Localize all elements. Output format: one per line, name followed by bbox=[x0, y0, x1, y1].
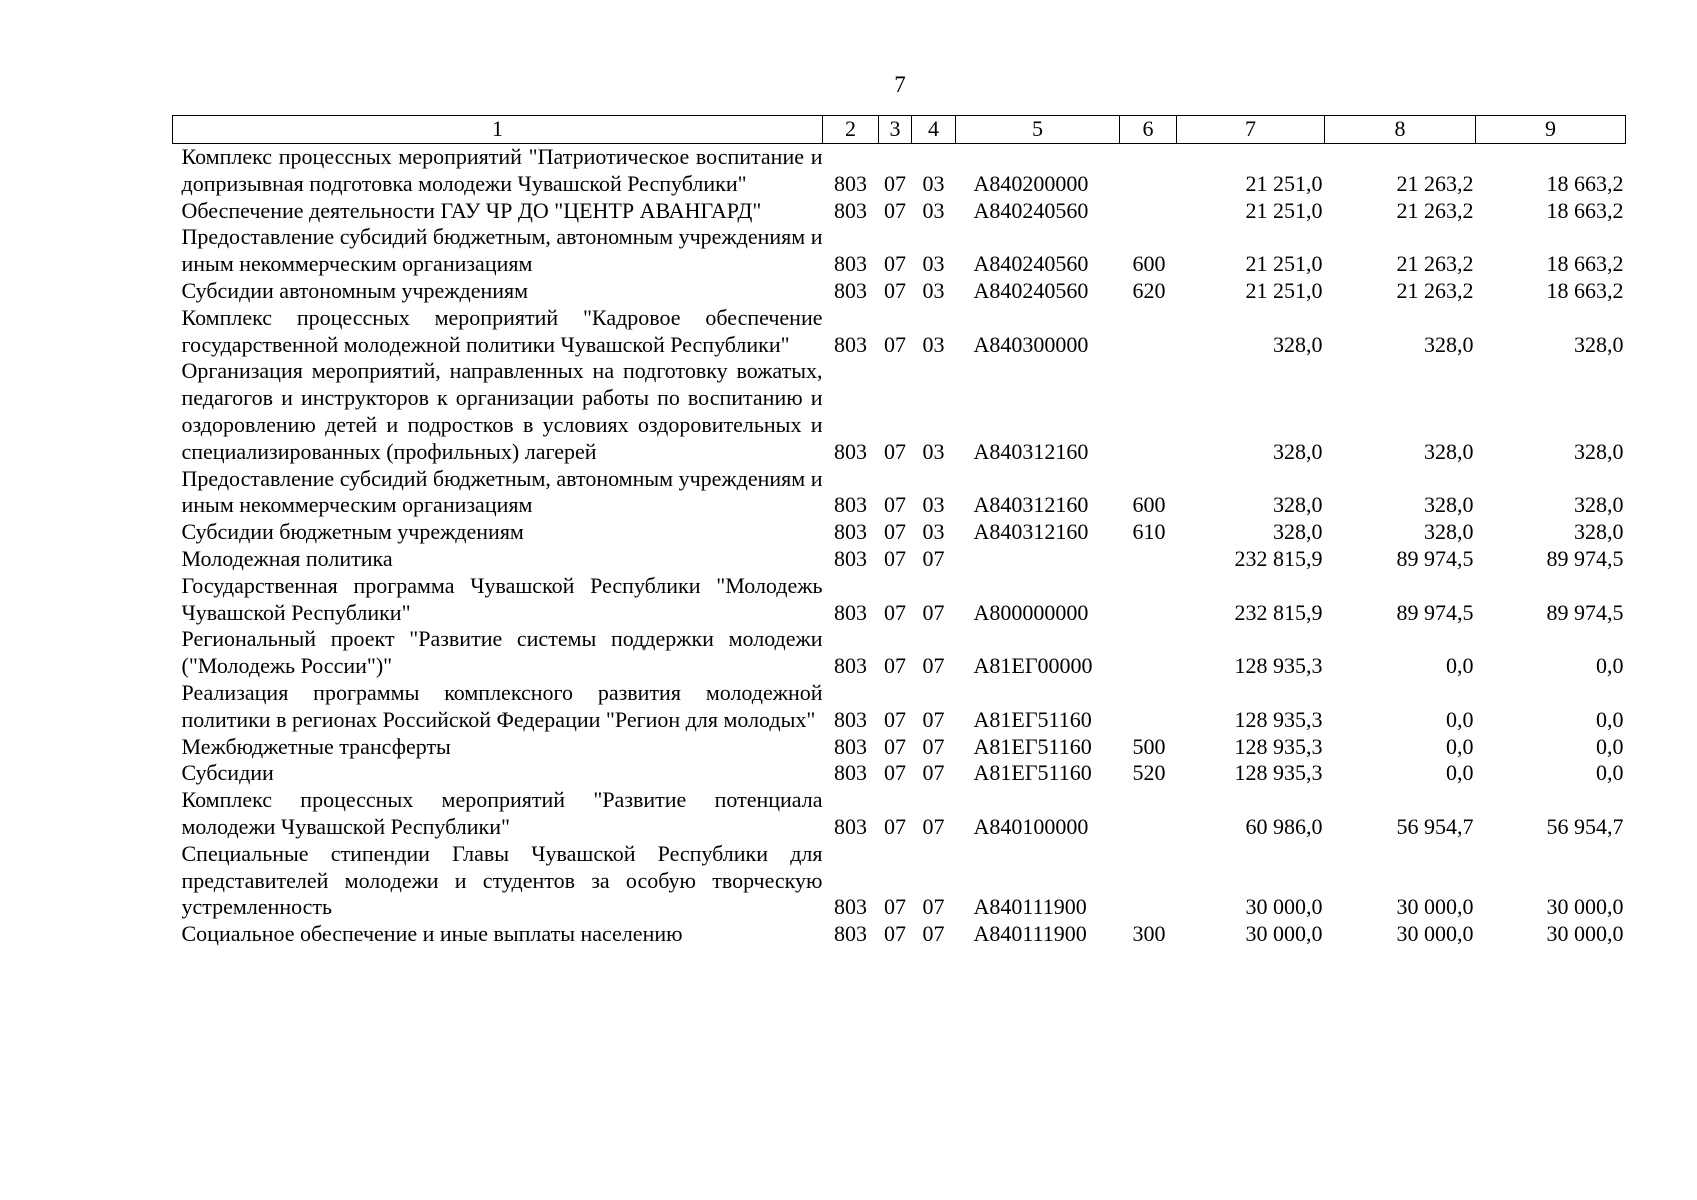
ministry-code-cell: 803 bbox=[834, 331, 867, 357]
subsection-code-cell: 03 bbox=[922, 331, 945, 357]
target-article-cell: А840312160 bbox=[973, 492, 1089, 518]
target-article-cell: А840312160 bbox=[973, 519, 1089, 545]
row-name-cell: Социальное обеспечение и иные выплаты населению bbox=[181, 921, 683, 947]
subsection-code-cell: 03 bbox=[922, 519, 945, 545]
section-code-cell: 07 bbox=[884, 813, 906, 839]
amount-cell-col9: 0,0 bbox=[1596, 733, 1624, 759]
amount-cell-col8: 0,0 bbox=[1446, 760, 1474, 786]
amount-cell-col8: 328,0 bbox=[1424, 331, 1474, 357]
column-header: 8 bbox=[1325, 116, 1476, 144]
amount-cell-col8: 328,0 bbox=[1424, 519, 1474, 545]
section-code-cell: 07 bbox=[884, 545, 906, 571]
subsection-code-cell: 03 bbox=[922, 251, 945, 277]
row-name-cell: Межбюджетные трансферты bbox=[181, 733, 451, 759]
amount-cell-col8: 21 263,2 bbox=[1396, 170, 1474, 196]
amount-cell-col7: 21 251,0 bbox=[1245, 277, 1323, 303]
row-name-cell: Комплекс процессных мероприятий "Кадровое обеспечение государственной молодежной политики Чувашской Республики" bbox=[181, 304, 823, 357]
expense-type-cell bbox=[1120, 573, 1177, 627]
budget-table-container bbox=[172, 115, 1626, 948]
subsection-code-cell: 07 bbox=[922, 599, 945, 625]
amount-cell-col8: 89 974,5 bbox=[1396, 599, 1474, 625]
target-article-cell: А840300000 bbox=[973, 331, 1089, 357]
budget-table bbox=[172, 115, 1626, 948]
column-header: 4 bbox=[912, 116, 956, 144]
amount-cell-col8: 0,0 bbox=[1446, 653, 1474, 679]
subsection-code-cell: 07 bbox=[922, 894, 945, 920]
page-number: 7 bbox=[894, 72, 906, 97]
subsection-code-cell: 07 bbox=[922, 760, 945, 786]
column-header: 2 bbox=[823, 116, 879, 144]
target-article-cell: А840111900 bbox=[973, 921, 1087, 947]
expense-type-cell bbox=[1120, 626, 1177, 680]
subsection-code-cell: 03 bbox=[922, 170, 945, 196]
row-name-cell: Организация мероприятий, направленных на подготовку вожатых, педагогов и инструкторов к организации работы по воспитанию и оздоровлению детей и подростков в условиях оздоровительных и специализированных (профильных) лагерей bbox=[181, 358, 823, 464]
row-name-cell: Комплекс процессных мероприятий "Патриотическое воспитание и допризывная подготовка молодежи Чувашской Республики" bbox=[181, 144, 823, 196]
ministry-code-cell: 803 bbox=[834, 813, 867, 839]
table-row bbox=[173, 466, 1626, 520]
row-name-cell: Реализация программы комплексного развития молодежной политики в регионах Российской Федерации "Регион для молодых" bbox=[181, 679, 823, 732]
amount-cell-col7: 232 815,9 bbox=[1234, 545, 1323, 571]
target-article-cell: А840200000 bbox=[973, 170, 1089, 196]
table-header-row bbox=[173, 116, 1626, 144]
row-name-cell: Субсидии автономным учреждениям bbox=[181, 277, 529, 303]
target-article-cell: А81ЕГ51160 bbox=[973, 733, 1092, 759]
column-header: 7 bbox=[1177, 116, 1325, 144]
amount-cell-col9: 0,0 bbox=[1596, 760, 1624, 786]
section-code-cell: 07 bbox=[884, 894, 906, 920]
table-row bbox=[173, 787, 1626, 841]
expense-type-cell: 620 bbox=[1132, 277, 1166, 303]
table-row bbox=[173, 760, 1626, 787]
section-code-cell: 07 bbox=[884, 438, 906, 464]
table-row bbox=[173, 921, 1626, 948]
subsection-code-cell: 03 bbox=[922, 277, 945, 303]
ministry-code-cell: 803 bbox=[834, 492, 867, 518]
section-code-cell: 07 bbox=[884, 760, 906, 786]
expense-type-cell: 300 bbox=[1132, 921, 1166, 947]
ministry-code-cell: 803 bbox=[834, 519, 867, 545]
amount-cell-col7: 128 935,3 bbox=[1234, 706, 1323, 732]
target-article-cell: А81ЕГ51160 bbox=[973, 706, 1092, 732]
amount-cell-col7: 328,0 bbox=[1273, 492, 1323, 518]
amount-cell-col8: 21 263,2 bbox=[1396, 277, 1474, 303]
row-name-cell: Специальные стипендии Главы Чувашской Республики для представителей молодежи и студентов за особую творческую устремленность bbox=[181, 840, 823, 920]
subsection-code-cell: 07 bbox=[922, 733, 945, 759]
section-code-cell: 07 bbox=[884, 197, 906, 223]
amount-cell-col9: 328,0 bbox=[1574, 331, 1624, 357]
expense-type-cell bbox=[1120, 144, 1177, 198]
target-article-cell bbox=[956, 546, 1120, 573]
section-code-cell: 07 bbox=[884, 921, 906, 947]
row-name-cell: Государственная программа Чувашской Республики "Молодежь Чувашской Республики" bbox=[181, 572, 823, 625]
amount-cell-col9: 0,0 bbox=[1596, 706, 1624, 732]
ministry-code-cell: 803 bbox=[834, 170, 867, 196]
table-row bbox=[173, 841, 1626, 921]
table-row bbox=[173, 224, 1626, 278]
section-code-cell: 07 bbox=[884, 599, 906, 625]
expense-type-cell bbox=[1120, 305, 1177, 359]
table-row bbox=[173, 198, 1626, 225]
amount-cell-col7: 21 251,0 bbox=[1245, 170, 1323, 196]
amount-cell-col8: 0,0 bbox=[1446, 733, 1474, 759]
table-body bbox=[173, 144, 1626, 948]
section-code-cell: 07 bbox=[884, 492, 906, 518]
column-header: 9 bbox=[1476, 116, 1626, 144]
ministry-code-cell: 803 bbox=[834, 706, 867, 732]
ministry-code-cell: 803 bbox=[834, 733, 867, 759]
table-row bbox=[173, 626, 1626, 680]
section-code-cell: 07 bbox=[884, 170, 906, 196]
amount-cell-col8: 21 263,2 bbox=[1396, 251, 1474, 277]
table-row bbox=[173, 680, 1626, 734]
expense-type-cell bbox=[1120, 841, 1177, 921]
section-code-cell: 07 bbox=[884, 653, 906, 679]
subsection-code-cell: 03 bbox=[922, 438, 945, 464]
amount-cell-col8: 89 974,5 bbox=[1396, 545, 1474, 571]
amount-cell-col9: 18 663,2 bbox=[1546, 170, 1624, 196]
amount-cell-col9: 328,0 bbox=[1574, 519, 1624, 545]
amount-cell-col7: 128 935,3 bbox=[1234, 733, 1323, 759]
ministry-code-cell: 803 bbox=[834, 760, 867, 786]
ministry-code-cell: 803 bbox=[834, 894, 867, 920]
amount-cell-col7: 21 251,0 bbox=[1245, 251, 1323, 277]
column-header: 3 bbox=[879, 116, 912, 144]
row-name-cell: Обеспечение деятельности ГАУ ЧР ДО "ЦЕНТР АВАНГАРД" bbox=[181, 197, 762, 223]
column-header: 6 bbox=[1120, 116, 1177, 144]
target-article-cell: А840111900 bbox=[973, 894, 1087, 920]
row-name-cell: Предоставление субсидий бюджетным, автономным учреждениям и иным некоммерческим организациям bbox=[181, 224, 823, 277]
row-name-cell: Субсидии bbox=[181, 760, 274, 786]
table-row bbox=[173, 734, 1626, 761]
expense-type-cell bbox=[1120, 546, 1177, 573]
table-row bbox=[173, 358, 1626, 465]
expense-type-cell: 500 bbox=[1132, 733, 1166, 759]
amount-cell-col7: 232 815,9 bbox=[1234, 599, 1323, 625]
amount-cell-col9: 328,0 bbox=[1574, 492, 1624, 518]
amount-cell-col7: 30 000,0 bbox=[1245, 921, 1323, 947]
column-header: 1 bbox=[173, 116, 823, 144]
expense-type-cell bbox=[1120, 358, 1177, 465]
subsection-code-cell: 03 bbox=[922, 197, 945, 223]
row-name-cell: Молодежная политика bbox=[181, 545, 393, 571]
amount-cell-col7: 328,0 bbox=[1273, 331, 1323, 357]
section-code-cell: 07 bbox=[884, 706, 906, 732]
subsection-code-cell: 07 bbox=[922, 706, 945, 732]
ministry-code-cell: 803 bbox=[834, 653, 867, 679]
target-article-cell: А81ЕГ51160 bbox=[973, 760, 1092, 786]
table-row bbox=[173, 573, 1626, 627]
amount-cell-col7: 60 986,0 bbox=[1245, 813, 1323, 839]
expense-type-cell: 600 bbox=[1132, 492, 1166, 518]
subsection-code-cell: 07 bbox=[922, 813, 945, 839]
amount-cell-col9: 89 974,5 bbox=[1546, 545, 1624, 571]
ministry-code-cell: 803 bbox=[834, 921, 867, 947]
subsection-code-cell: 07 bbox=[922, 653, 945, 679]
amount-cell-col7: 328,0 bbox=[1273, 519, 1323, 545]
amount-cell-col8: 328,0 bbox=[1424, 438, 1474, 464]
expense-type-cell bbox=[1120, 198, 1177, 225]
table-row bbox=[173, 546, 1626, 573]
ministry-code-cell: 803 bbox=[834, 438, 867, 464]
amount-cell-col7: 128 935,3 bbox=[1234, 653, 1323, 679]
amount-cell-col9: 18 663,2 bbox=[1546, 251, 1624, 277]
amount-cell-col7: 21 251,0 bbox=[1245, 197, 1323, 223]
amount-cell-col8: 328,0 bbox=[1424, 492, 1474, 518]
section-code-cell: 07 bbox=[884, 277, 906, 303]
target-article-cell: А800000000 bbox=[973, 599, 1089, 625]
amount-cell-col7: 30 000,0 bbox=[1245, 894, 1323, 920]
amount-cell-col9: 56 954,7 bbox=[1546, 813, 1624, 839]
table-row bbox=[173, 144, 1626, 198]
amount-cell-col9: 328,0 bbox=[1574, 438, 1624, 464]
expense-type-cell: 520 bbox=[1132, 760, 1166, 786]
amount-cell-col8: 21 263,2 bbox=[1396, 197, 1474, 223]
table-row bbox=[173, 278, 1626, 305]
target-article-cell: А840100000 bbox=[973, 813, 1089, 839]
amount-cell-col9: 89 974,5 bbox=[1546, 599, 1624, 625]
table-row bbox=[173, 519, 1626, 546]
section-code-cell: 07 bbox=[884, 733, 906, 759]
amount-cell-col9: 18 663,2 bbox=[1546, 277, 1624, 303]
amount-cell-col8: 0,0 bbox=[1446, 706, 1474, 732]
amount-cell-col8: 30 000,0 bbox=[1396, 894, 1474, 920]
amount-cell-col7: 328,0 bbox=[1273, 438, 1323, 464]
section-code-cell: 07 bbox=[884, 519, 906, 545]
row-name-cell: Региональный проект "Развитие системы поддержки молодежи ("Молодежь России")" bbox=[181, 626, 823, 679]
amount-cell-col8: 30 000,0 bbox=[1396, 921, 1474, 947]
section-code-cell: 07 bbox=[884, 331, 906, 357]
table-row bbox=[173, 305, 1626, 359]
amount-cell-col7: 128 935,3 bbox=[1234, 760, 1323, 786]
amount-cell-col8: 56 954,7 bbox=[1396, 813, 1474, 839]
ministry-code-cell: 803 bbox=[834, 197, 867, 223]
row-name-cell: Предоставление субсидий бюджетным, автономным учреждениям и иным некоммерческим организациям bbox=[181, 465, 823, 518]
target-article-cell: А840240560 bbox=[973, 197, 1089, 223]
amount-cell-col9: 18 663,2 bbox=[1546, 197, 1624, 223]
section-code-cell: 07 bbox=[884, 251, 906, 277]
amount-cell-col9: 30 000,0 bbox=[1546, 894, 1624, 920]
ministry-code-cell: 803 bbox=[834, 545, 867, 571]
expense-type-cell: 600 bbox=[1132, 251, 1166, 277]
row-name-cell: Субсидии бюджетным учреждениям bbox=[181, 519, 524, 545]
subsection-code-cell: 03 bbox=[922, 492, 945, 518]
column-header: 5 bbox=[956, 116, 1120, 144]
expense-type-cell bbox=[1120, 787, 1177, 841]
expense-type-cell: 610 bbox=[1132, 519, 1166, 545]
amount-cell-col9: 30 000,0 bbox=[1546, 921, 1624, 947]
subsection-code-cell: 07 bbox=[922, 545, 945, 571]
ministry-code-cell: 803 bbox=[834, 251, 867, 277]
amount-cell-col9: 0,0 bbox=[1596, 653, 1624, 679]
subsection-code-cell: 07 bbox=[922, 921, 945, 947]
target-article-cell: А840240560 bbox=[973, 277, 1089, 303]
target-article-cell: А81ЕГ00000 bbox=[973, 653, 1093, 679]
ministry-code-cell: 803 bbox=[834, 277, 867, 303]
target-article-cell: А840312160 bbox=[973, 438, 1089, 464]
ministry-code-cell: 803 bbox=[834, 599, 867, 625]
target-article-cell: А840240560 bbox=[973, 251, 1089, 277]
expense-type-cell bbox=[1120, 680, 1177, 734]
row-name-cell: Комплекс процессных мероприятий "Развитие потенциала молодежи Чувашской Республики" bbox=[181, 787, 823, 839]
